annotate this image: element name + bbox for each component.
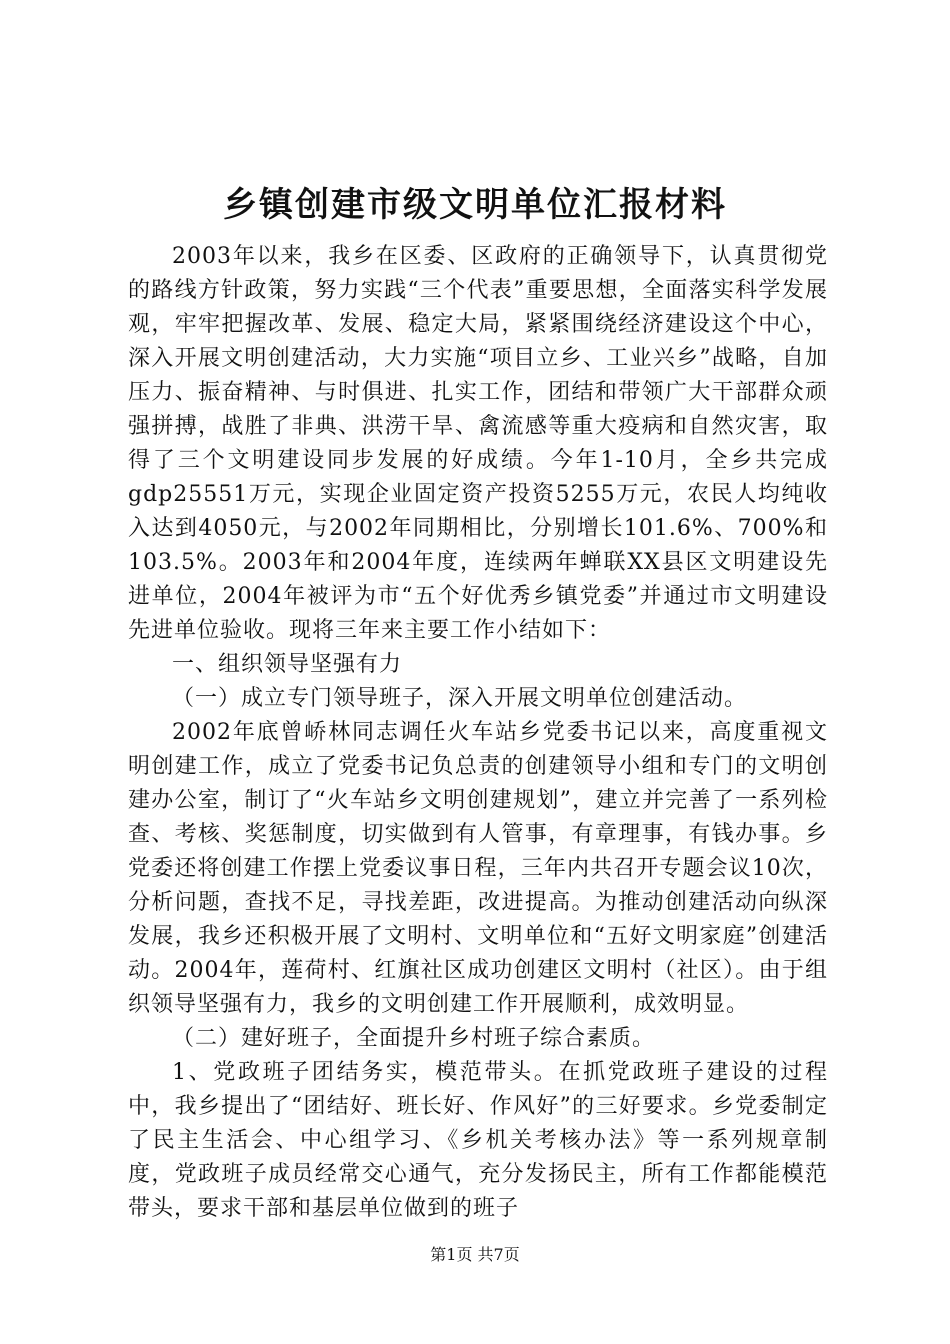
body-paragraph: 2002年底曾峤林同志调任火车站乡党委书记以来，高度重视文明创建工作，成立了党委书记负总责的创建领导小组和专门的文明创建办公室，制订了“火车站乡文明创建规划”，建立并完善了一系列检查、考核、奖惩制度，切实做到有人管事，有章理事，有钱办事。乡党委还将创建工作摆上党委议事日程，三年内共召开专题会议10次，分析问题，查找不足，寻找差距，改进提高。为推动创建活动向纵深发展，我乡还积极开展了文明村、文明单位和“五好文明家庭”创建活动。2004年，莲荷村、红旗社区成功创建区文明村（社区）。由于组织领导坚强有力，我乡的文明创建工作开展顺利，成效明显。 — [128, 720, 828, 1017]
subsection-heading-2: （二）建好班子，全面提升乡村班子综合素质。 — [172, 1026, 656, 1051]
document-body — [128, 240, 828, 1226]
section-heading-1: 一、组织领导坚强有力 — [172, 652, 403, 677]
intro-paragraph: 2003年以来，我乡在区委、区政府的正确领导下，认真贯彻党的路线方针政策，努力实践“三个代表”重要思想，全面落实科学发展观，牢牢把握改革、发展、稳定大局，紧紧围绕经济建设这个中心，深入开展文明创建活动，大力实施“项目立乡、工业兴乡”战略，自加压力、振奋精神、与时俱进、扎实工作，团结和带领广大干部群众顽强拼搏，战胜了非典、洪涝干旱、禽流感等重大疫病和自然灾害，取得了三个文明建设同步发展的好成绩。今年1-10月，全乡共完成gdp25551万元，实现企业固定资产投资5255万元，农民人均纯收入达到4050元，与2002年同期相比，分别增长101.6%、700%和103.5%。2003年和2004年度，连续两年蝉联XX县区文明建设先进单位，2004年被评为市“五个好优秀乡镇党委”并通过市文明建设先进单位验收。现将三年来主要工作小结如下： — [128, 244, 828, 643]
body-paragraph: 1、党政班子团结务实，模范带头。在抓党政班子建设的过程中，我乡提出了“团结好、班长好、作风好”的三好要求。乡党委制定了民主生活会、中心组学习、《乡机关考核办法》等一系列规章制度，党政班子成员经常交心通气，充分发扬民主，所有工作都能模范带头，要求干部和基层单位做到的班子 — [128, 1060, 828, 1221]
page-number-footer: 第1页 共7页 — [430, 1245, 520, 1264]
document-title: 乡镇创建市级文明单位汇报材料 — [223, 185, 727, 225]
subsection-heading-1: （一）成立专门领导班子，深入开展文明单位创建活动。 — [172, 686, 748, 711]
